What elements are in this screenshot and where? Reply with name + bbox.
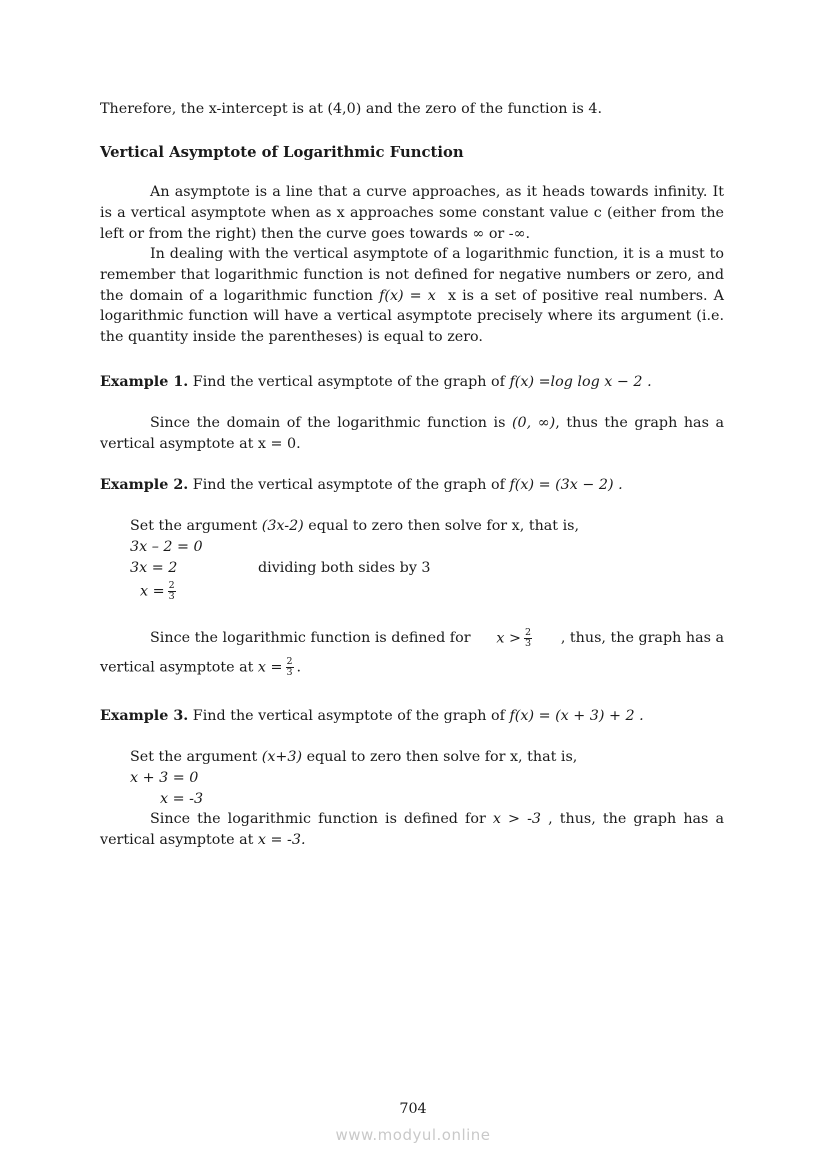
example-3-sol-b: , thus, the graph has a vertical asymptote at bbox=[100, 811, 724, 848]
example-2-set-a: Set the argument bbox=[130, 518, 258, 534]
section-heading-block bbox=[100, 143, 724, 164]
example-3-step-1-text: x + 3 = 0 bbox=[130, 770, 199, 786]
fraction-numerator: 2 bbox=[524, 627, 531, 638]
fraction-numerator: 2 bbox=[286, 656, 293, 668]
example-2-solution-line-1 bbox=[100, 628, 724, 649]
example-2-sol-b: , thus, the graph has a bbox=[560, 630, 724, 646]
example-3-step-2 bbox=[160, 789, 784, 810]
example-2-text: Find the vertical asymptote of the graph of bbox=[192, 477, 505, 493]
example-2-step-2-text: 3x = 2 bbox=[130, 560, 178, 576]
example-3-step-1 bbox=[130, 768, 754, 789]
example-2-sol-end: . bbox=[296, 659, 302, 676]
example-3-set-a: Set the argument bbox=[130, 749, 258, 765]
example-2-inequality: x > bbox=[496, 630, 521, 647]
example-2-step-3 bbox=[140, 581, 764, 602]
example-3-setup bbox=[130, 747, 754, 768]
example-1-sol-b: , thus the graph has a vertical asymptote at x = 0. bbox=[100, 415, 724, 452]
example-3-text: Find the vertical asymptote of the graph of bbox=[192, 708, 505, 724]
example-2-function: f(x) = (3x − 2) . bbox=[509, 477, 623, 493]
example-3-step-2-text: x = -3 bbox=[160, 791, 204, 807]
fraction-two-thirds bbox=[524, 628, 532, 649]
example-3-solution-text bbox=[100, 809, 724, 851]
example-1-text: Find the vertical asymptote of the graph of bbox=[192, 374, 505, 390]
paragraph-1: An asymptote is a line that a curve approaches, as it heads towards infinity. It is a vertical asymptote when as x approaches some constant value c (either from the left or from the right) then the curve goes towards ∞ or -∞. bbox=[100, 184, 724, 242]
section-heading: Vertical Asymptote of Logarithmic Function bbox=[100, 144, 464, 161]
example-3-asymptote: x = -3. bbox=[257, 831, 306, 848]
example-2-argument: (3x-2) bbox=[261, 518, 304, 534]
page-number: 704 bbox=[399, 1101, 427, 1117]
example-3-argument: (x+3) bbox=[261, 749, 303, 765]
intro-line: Therefore, the x-intercept is at (4,0) and the zero of the function is 4. bbox=[100, 101, 603, 117]
paragraph-2-part-b: x is a set of positive real numbers. A logarithmic function will have a vertical asymptote precisely where its argument (i.e. the quantity inside the parentheses) is equal to zero. bbox=[100, 287, 724, 346]
watermark: www.modyul.online bbox=[335, 1126, 491, 1144]
example-1-function: f(x) =log log x − 2 . bbox=[509, 374, 652, 390]
example-2-step-1 bbox=[130, 537, 754, 558]
example-2-label: Example 2. bbox=[100, 477, 189, 493]
fraction-numerator: 2 bbox=[168, 580, 175, 591]
fraction-denominator: 3 bbox=[168, 591, 175, 602]
example-2-setup bbox=[130, 516, 754, 537]
fraction-two-thirds bbox=[168, 581, 176, 602]
domain-function: f(x) = x bbox=[379, 287, 436, 304]
example-3-inequality: x > -3 bbox=[492, 811, 542, 827]
example-3-solution bbox=[100, 809, 724, 851]
example-3-label: Example 3. bbox=[100, 708, 189, 724]
example-1-solution-text bbox=[100, 413, 724, 455]
example-3-sol-a: Since the logarithmic function is defined for bbox=[150, 811, 486, 827]
example-2-sol-a: Since the logarithmic function is defined for bbox=[150, 630, 471, 646]
fraction-denominator: 3 bbox=[286, 667, 293, 679]
fraction-denominator: 3 bbox=[524, 638, 531, 649]
paragraph-2-part-a: In dealing with the vertical asymptote of a logarithmic function, it is a must to remember that logarithmic function is not defined for negative numbers or zero, and the domain of a logarithmic function bbox=[100, 246, 724, 304]
example-2-step-2-note: dividing both sides by 3 bbox=[258, 560, 431, 576]
domain-explanation bbox=[100, 244, 724, 348]
example-3-set-b: equal to zero then solve for x, that is, bbox=[306, 749, 578, 765]
example-2-step-3-lhs: x = bbox=[140, 583, 165, 600]
example-2-step-1-text: 3x – 2 = 0 bbox=[130, 539, 203, 555]
example-2-asymptote-lhs: x = bbox=[257, 659, 283, 676]
intro-paragraph bbox=[100, 99, 724, 120]
example-1-statement bbox=[100, 372, 724, 393]
example-1-domain: (0, ∞) bbox=[511, 415, 556, 431]
example-3-function: f(x) = (x + 3) + 2 . bbox=[509, 708, 644, 724]
example-2-step-2 bbox=[130, 558, 754, 579]
fraction-two-thirds bbox=[286, 657, 294, 678]
example-2-solution-line-2 bbox=[100, 657, 724, 678]
asymptote-definition bbox=[100, 182, 724, 244]
example-2-set-b: equal to zero then solve for x, that is, bbox=[308, 518, 580, 534]
example-1-label: Example 1. bbox=[100, 374, 189, 390]
paragraph-2 bbox=[100, 244, 724, 348]
example-2-statement bbox=[100, 475, 724, 496]
example-1-sol-a: Since the domain of the logarithmic function is bbox=[150, 415, 506, 431]
example-2-solution bbox=[100, 628, 724, 679]
example-2-sol-c: vertical asymptote at bbox=[100, 659, 254, 676]
example-3-statement bbox=[100, 706, 724, 727]
example-1-solution bbox=[100, 413, 724, 455]
